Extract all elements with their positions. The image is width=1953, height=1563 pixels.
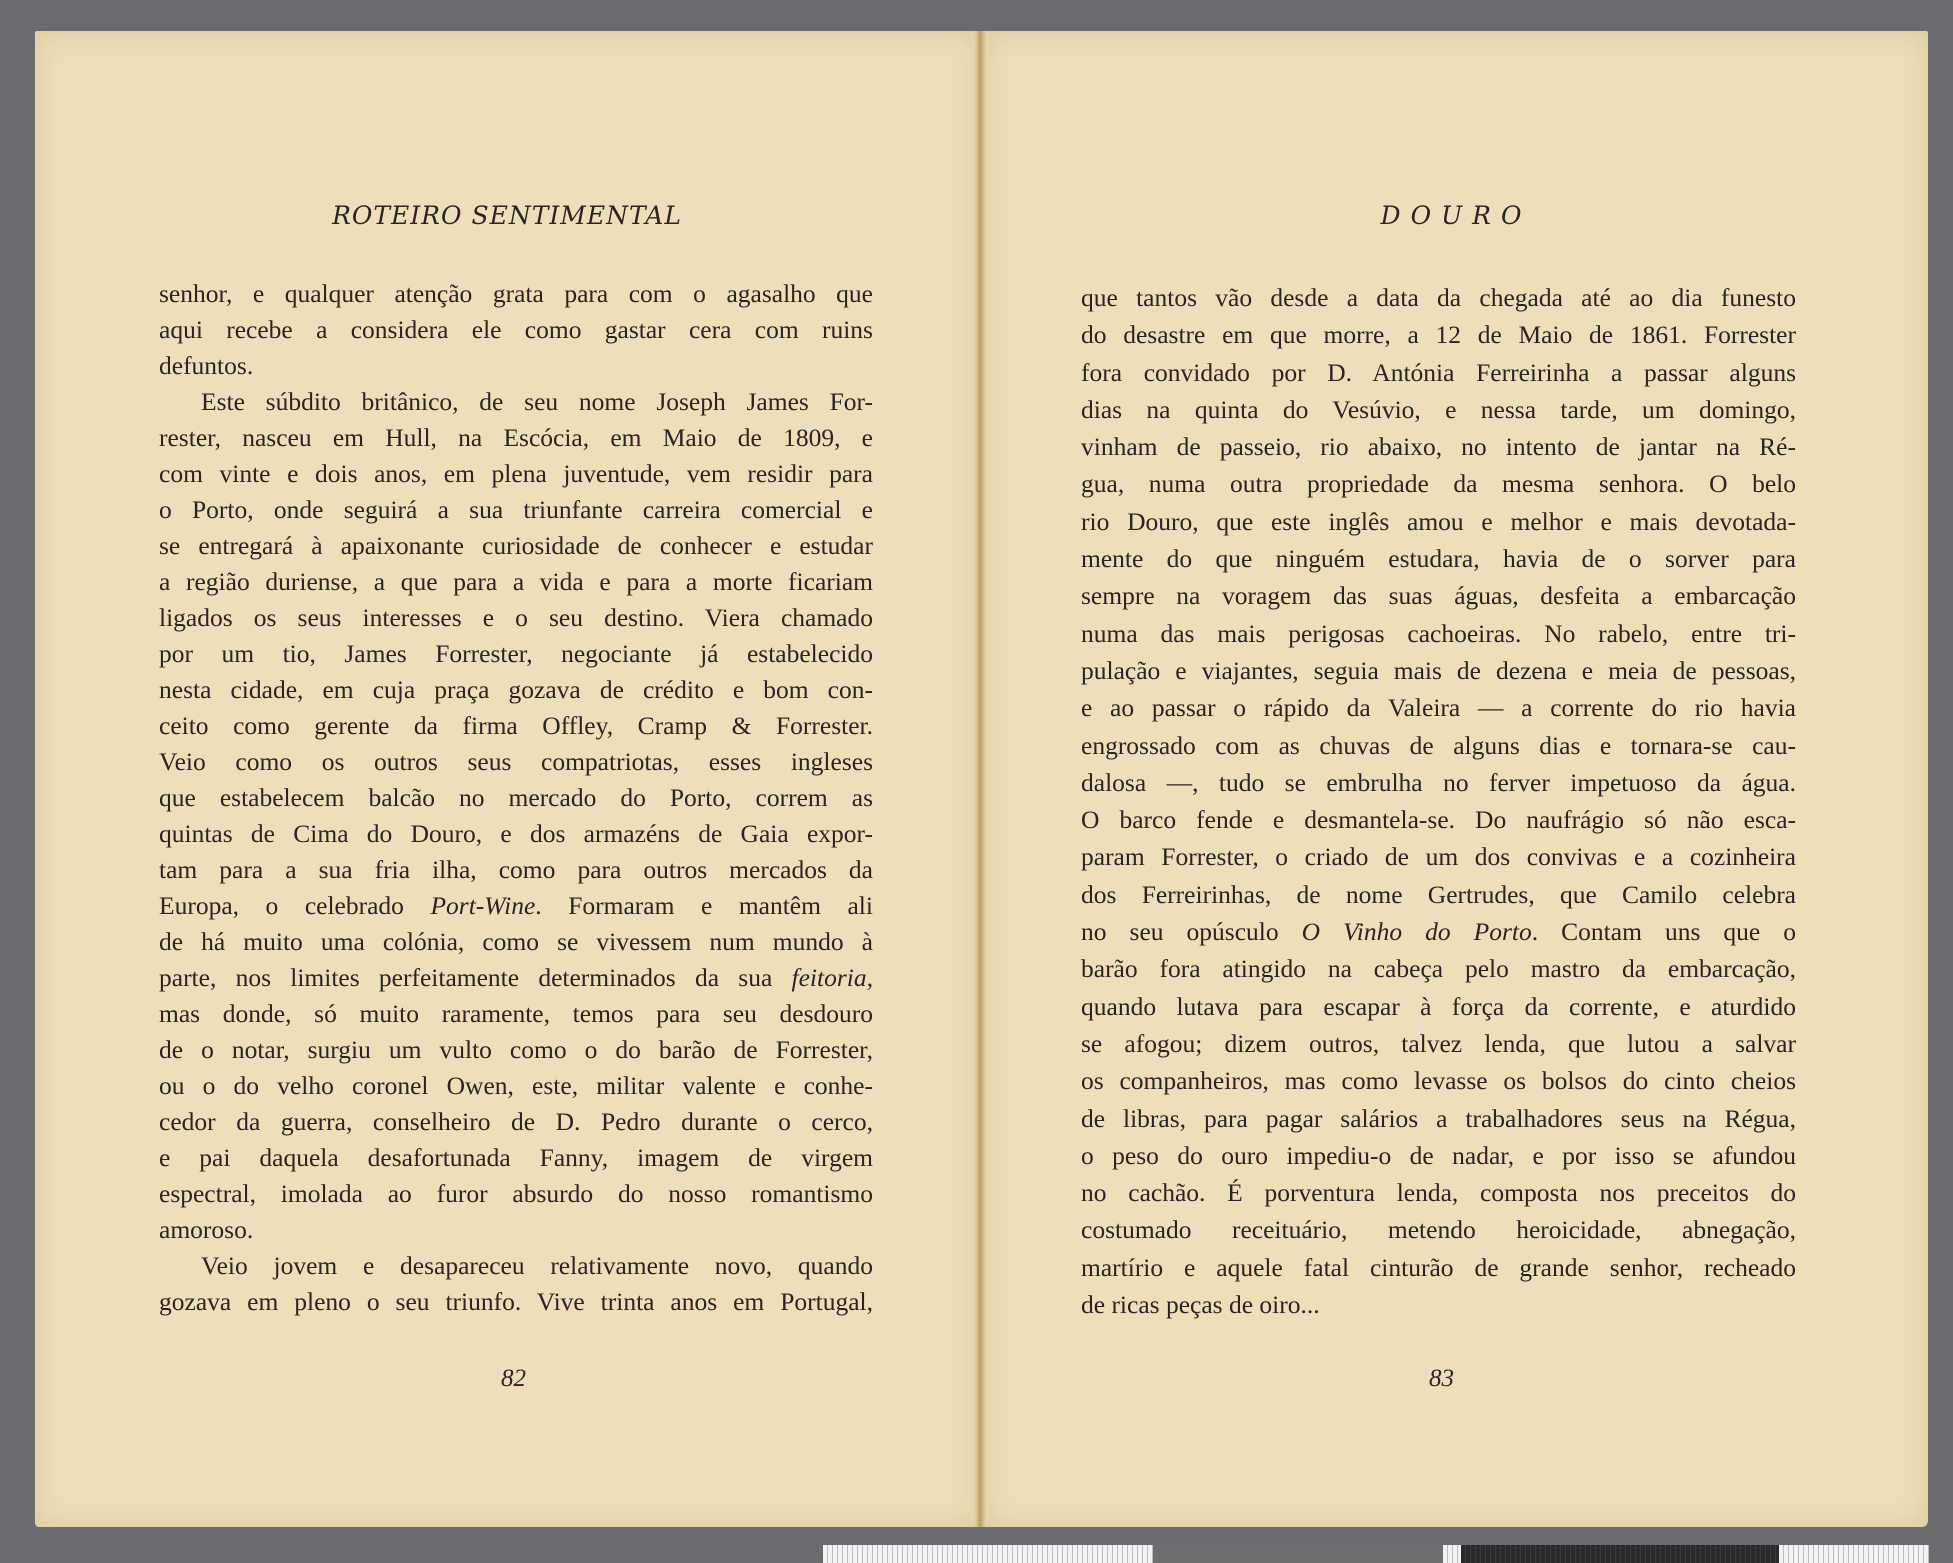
scale-ruler-white xyxy=(1443,1545,1461,1563)
text-line: dias na quinta do Vesúvio, e nessa tarde, um domingo, xyxy=(1081,394,1796,424)
text-line: mente do que ninguém estudara, havia de o sorver para xyxy=(1081,544,1796,574)
text-line xyxy=(1081,913,1796,950)
text-line: costumado receituário, metendo heroicidade, abnegação, xyxy=(1081,1215,1796,1245)
right-page xyxy=(984,31,1928,1527)
text-line: cedor da guerra, conselheiro de D. Pedro durante o cerco, xyxy=(159,1107,873,1136)
text-line: do desastre em que morre, a 12 de Maio de 1861. Forrester xyxy=(1081,320,1796,350)
text-line: param Forrester, o criado de um dos convivas e a cozinheira xyxy=(1081,842,1796,872)
text-line: e ao passar o rápido da Valeira — a corrente do rio havia xyxy=(1081,693,1796,723)
text-line: no cachão. É porventura lenda, composta nos preceitos do xyxy=(1081,1178,1796,1208)
scale-ruler-white xyxy=(823,1545,1153,1563)
scale-ruler-black xyxy=(1461,1545,1779,1563)
text-line: o Porto, onde seguirá a sua triunfante carreira comercial e xyxy=(159,495,873,524)
text-line: a região duriense, a que para a vida e para a morte ficariam xyxy=(159,567,873,596)
text-line: com vinte e dois anos, em plena juventude, vem residir para xyxy=(159,459,873,488)
text-line: Veio como os outros seus compatriotas, esses ingleses xyxy=(159,747,873,776)
italic-text: O Vinho do Porto xyxy=(1301,917,1532,947)
scale-ruler-white xyxy=(1779,1545,1929,1563)
text-segment: Europa, o celebrado xyxy=(159,891,431,920)
text-line: ligados os seus interesses e o seu destino. Viera chamado xyxy=(159,603,873,632)
text-line: tam para a sua fria ilha, como para outros mercados da xyxy=(159,855,873,884)
text-line: rio Douro, que este inglês amou e melhor e mais devotada- xyxy=(1081,506,1796,536)
text-line: ou o do velho coronel Owen, este, militar valente e conhe- xyxy=(159,1071,873,1100)
text-line: e pai daquela desafortunada Fanny, imagem de virgem xyxy=(159,1143,873,1172)
text-line: os companheiros, mas como levasse os bolsos do cinto cheios xyxy=(1081,1066,1796,1096)
text-line: de libras, para pagar salários a trabalhadores seus na Régua, xyxy=(1081,1103,1796,1133)
text-segment: . Contam uns que o xyxy=(1531,917,1796,947)
text-line: gozava em pleno o seu triunfo. Vive trinta anos em Portugal, xyxy=(159,1287,873,1316)
text-line: vinham de passeio, rio abaixo, no intento de jantar na Ré- xyxy=(1081,432,1796,462)
text-line: senhor, e qualquer atenção grata para com o agasalho que xyxy=(159,279,873,308)
text-segment: no seu opúsculo xyxy=(1081,917,1302,947)
text-line: nesta cidade, em cuja praça gozava de crédito e bom con- xyxy=(159,675,873,704)
text-line: O barco fende e desmantela-se. Do naufrágio só não esca- xyxy=(1081,805,1796,835)
text-line: quando lutava para escapar à força da corrente, e aturdido xyxy=(1081,991,1796,1021)
text-line: engrossado com as chuvas de alguns dias e tornara-se cau- xyxy=(1081,730,1796,760)
text-line: mas donde, só muito raramente, temos para seu desdouro xyxy=(159,999,873,1028)
text-line: espectral, imolada ao furor absurdo do nosso romantismo xyxy=(159,1179,873,1208)
text-line: de o notar, surgiu um vulto como o do barão de Forrester, xyxy=(159,1035,873,1064)
text-segment: . Formaram e mantêm ali xyxy=(535,891,873,920)
text-line: martírio e aquele fatal cinturão de grande senhor, recheado xyxy=(1081,1252,1796,1282)
text-line: de ricas peças de oiro... xyxy=(1081,1290,1320,1320)
italic-text: feitoria, xyxy=(791,963,873,992)
text-line: se entregará à apaixonante curiosidade de conhecer e estudar xyxy=(159,531,873,560)
page-body xyxy=(159,276,873,1320)
text-line: aqui recebe a considera ele como gastar cera com ruins xyxy=(159,315,873,344)
text-line: sempre na voragem das suas águas, desfeita a embarcação xyxy=(1081,581,1796,611)
text-line xyxy=(159,960,873,996)
text-line: quintas de Cima do Douro, e dos armazéns de Gaia expor- xyxy=(159,819,873,848)
italic-text: Port-Wine xyxy=(430,891,536,920)
text-line: de há muito uma colónia, como se vivessem num mundo à xyxy=(159,927,873,956)
text-line: dalosa —, tudo se embrulha no ferver impetuoso da água. xyxy=(1081,767,1796,797)
running-head: DOURO xyxy=(1380,201,1532,230)
page-number: 82 xyxy=(501,1365,526,1392)
page-body xyxy=(1081,279,1796,1323)
text-segment: parte, nos limites perfeitamente determinados da sua xyxy=(159,963,792,992)
text-line: Veio jovem e desapareceu relativamente novo, quando xyxy=(201,1251,873,1280)
book-gutter xyxy=(975,31,987,1527)
running-head: ROTEIRO SENTIMENTAL xyxy=(332,201,682,230)
text-line: rester, nasceu em Hull, na Escócia, em Maio de 1809, e xyxy=(159,423,873,452)
text-line: amoroso. xyxy=(159,1215,254,1244)
text-line: que estabelecem balcão no mercado do Porto, correm as xyxy=(159,783,873,812)
text-line: por um tio, James Forrester, negociante já estabelecido xyxy=(159,639,873,668)
text-line xyxy=(159,888,873,924)
text-line: gua, numa outra propriedade da mesma senhora. O belo xyxy=(1081,469,1796,499)
text-line: pulação e viajantes, seguia mais de dezena e meia de pessoas, xyxy=(1081,655,1796,685)
text-line: o peso do ouro impediu-o de nadar, e por isso se afundou xyxy=(1081,1140,1796,1170)
text-line: Este súbdito britânico, de seu nome Joseph James For- xyxy=(201,387,873,416)
text-line: defuntos. xyxy=(159,351,254,380)
page-number: 83 xyxy=(1429,1365,1454,1392)
text-line: que tantos vão desde a data da chegada até ao dia funesto xyxy=(1081,283,1796,312)
text-line: se afogou; dizem outros, talvez lenda, que lutou a salvar xyxy=(1081,1028,1796,1058)
text-line: fora convidado por D. Antónia Ferreirinha a passar alguns xyxy=(1081,357,1796,387)
left-page xyxy=(35,31,979,1527)
text-line: barão fora atingido na cabeça pelo mastro da embarcação, xyxy=(1081,954,1796,984)
text-line: ceito como gerente da firma Offley, Cramp & Forrester. xyxy=(159,711,873,740)
scale-ruler-gray xyxy=(1153,1545,1443,1563)
text-line: dos Ferreirinhas, de nome Gertrudes, que Camilo celebra xyxy=(1081,879,1796,909)
text-line: numa das mais perigosas cachoeiras. No rabelo, entre tri- xyxy=(1081,618,1796,648)
